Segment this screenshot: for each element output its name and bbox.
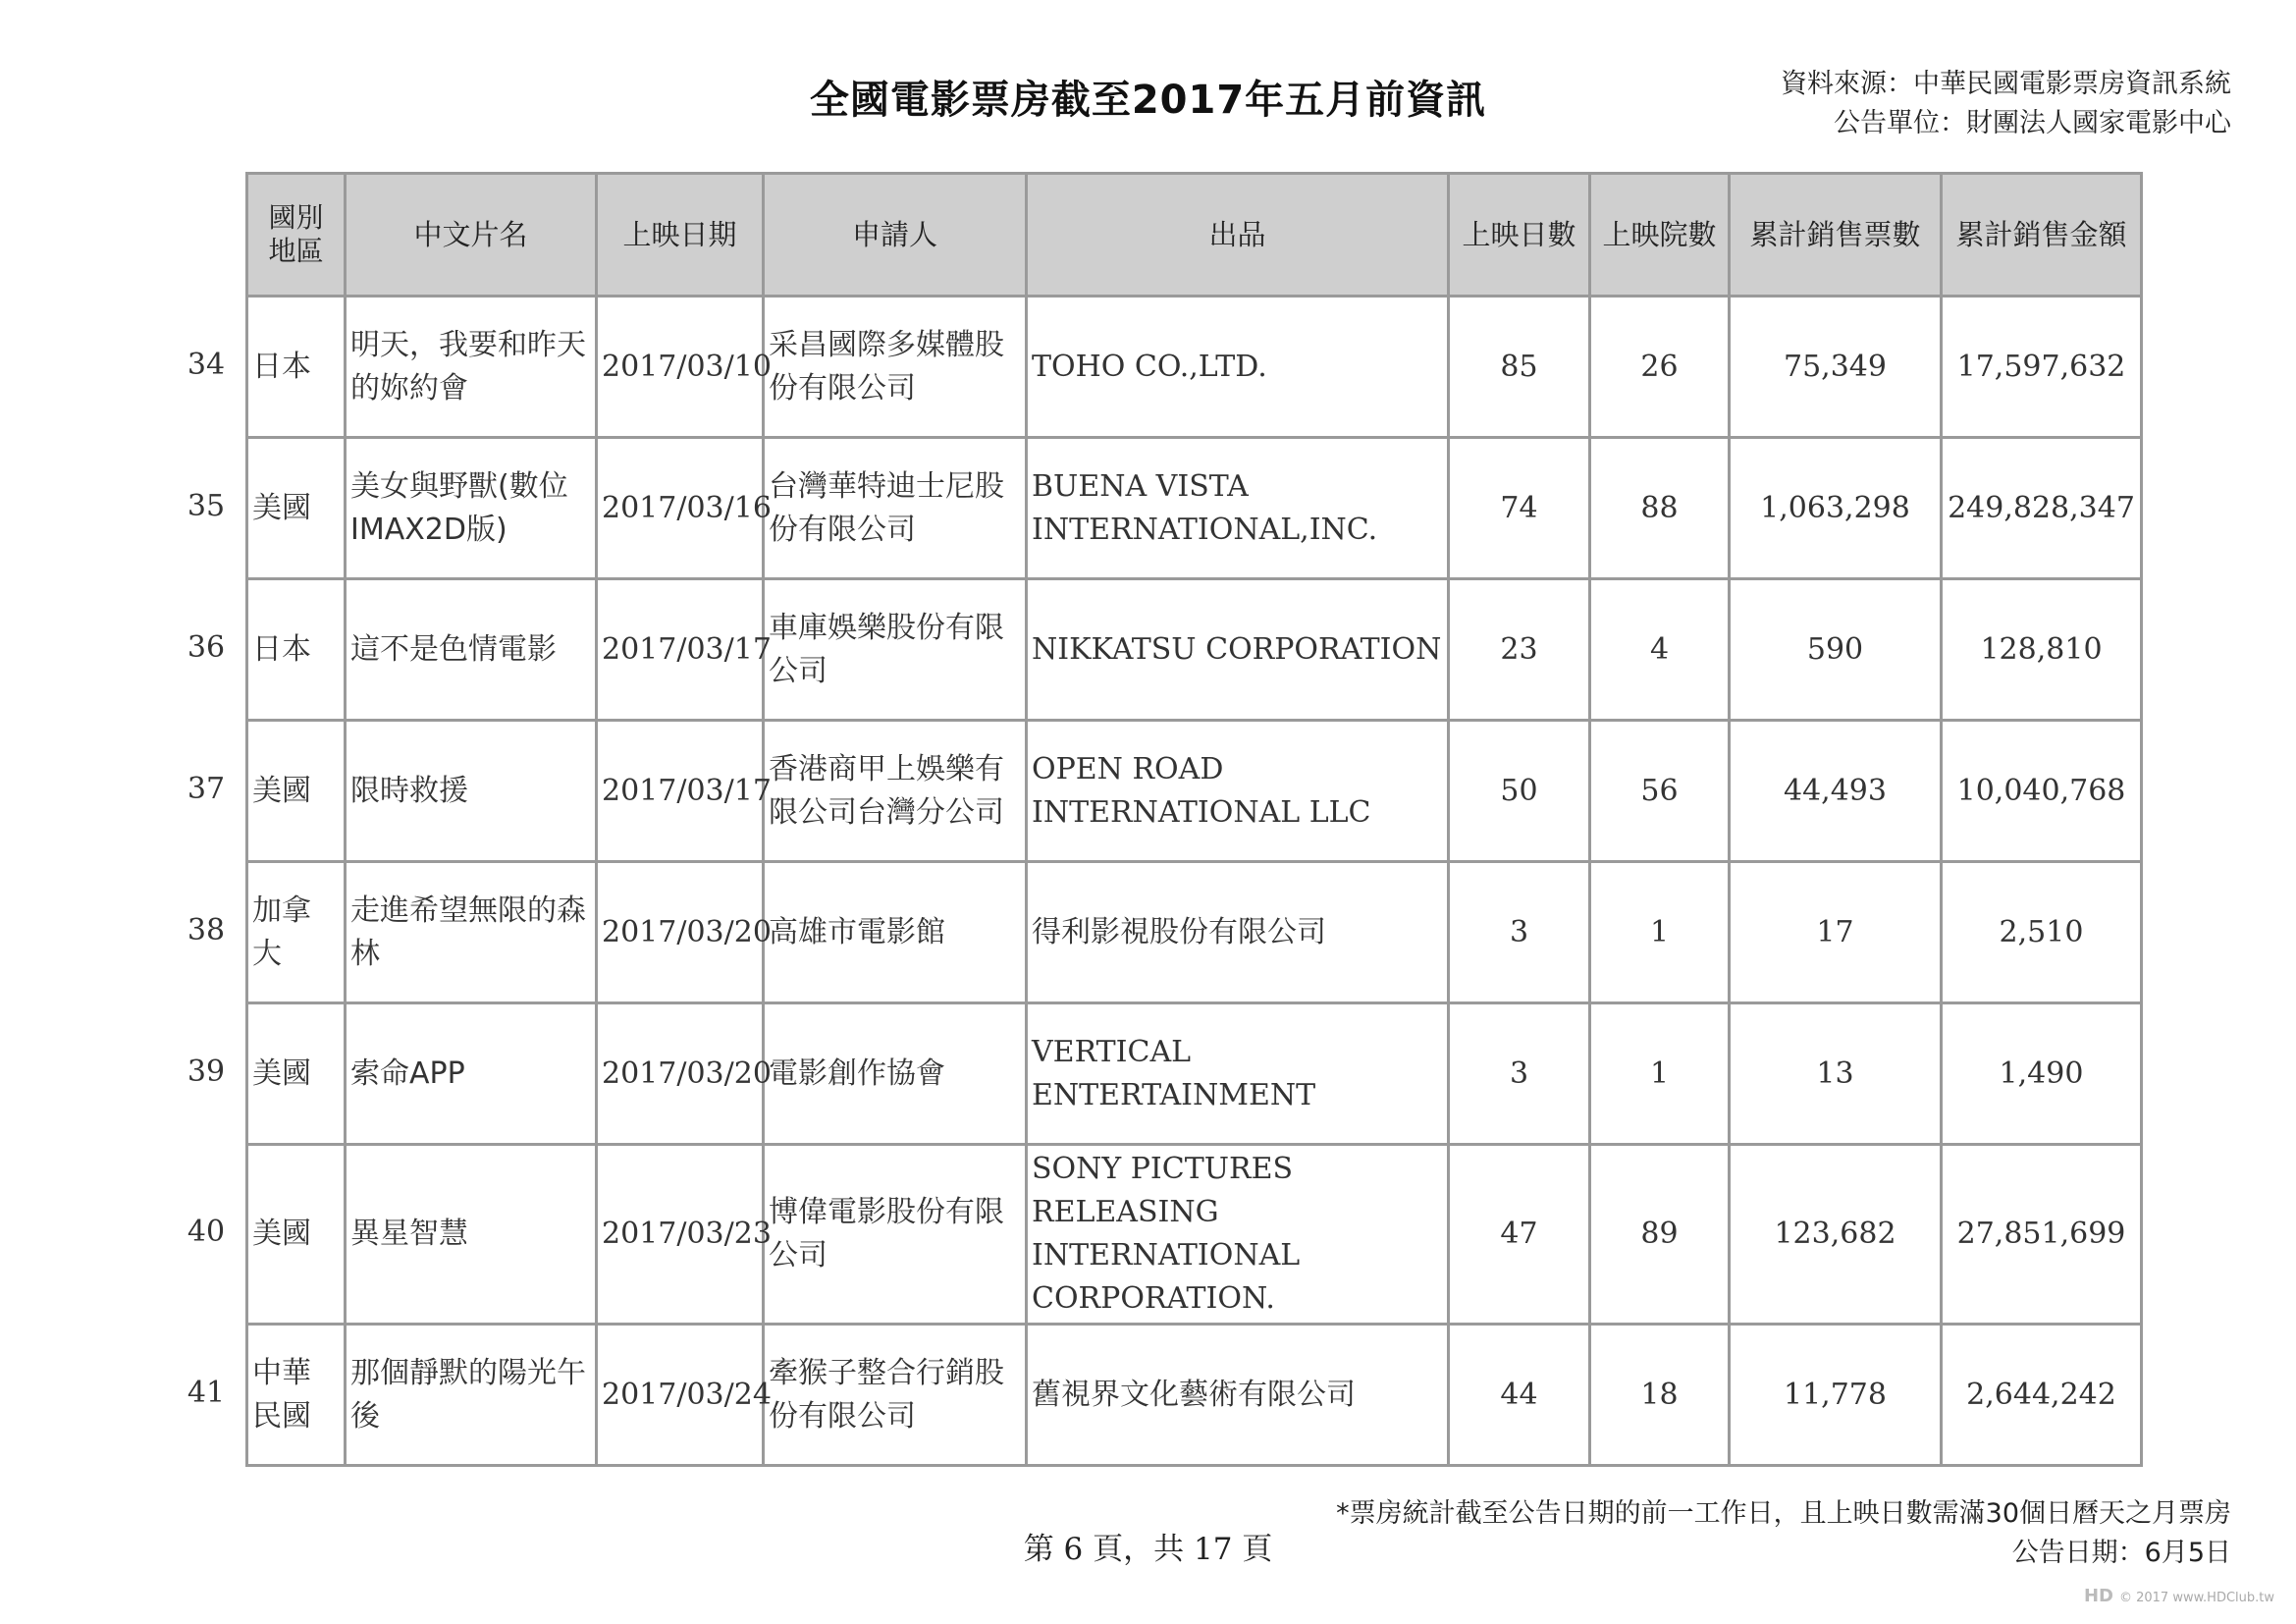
table-row: [247, 1325, 2142, 1466]
row-gross: 2,510: [1942, 862, 2142, 1003]
row-gross: 17,597,632: [1942, 297, 2142, 438]
col-header-gross: 累計銷售金額: [1942, 174, 2142, 297]
data-source-block: [1781, 65, 2231, 143]
page-title: 全國電影票房截至2017年五月前資訊: [809, 78, 1487, 123]
row-number: 39: [187, 1054, 226, 1089]
row-days: 50: [1449, 721, 1590, 862]
row-producer: SONY PICTURES RELEASING INTERNATIONAL CORPORATION.: [1027, 1145, 1449, 1325]
row-days: 3: [1449, 862, 1590, 1003]
row-theaters: 89: [1590, 1145, 1730, 1325]
row-title: 走進希望無限的森林: [346, 862, 597, 1003]
row-theaters: 18: [1590, 1325, 1730, 1466]
row-applicant: 采昌國際多媒體股份有限公司: [764, 297, 1027, 438]
row-theaters: 4: [1590, 579, 1730, 721]
row-release-date: 2017/03/16: [597, 438, 764, 579]
row-producer: 得利影視股份有限公司: [1027, 862, 1449, 1003]
watermark-logo-icon: HD: [2083, 1586, 2113, 1606]
row-release-date: 2017/03/24: [597, 1325, 764, 1466]
row-gross: 128,810: [1942, 579, 2142, 721]
row-days: 44: [1449, 1325, 1590, 1466]
table-row: [247, 721, 2142, 862]
row-theaters: 26: [1590, 297, 1730, 438]
col-header-release-date: 上映日期: [597, 174, 764, 297]
row-tickets: 1,063,298: [1730, 438, 1942, 579]
col-header-region: 國別地區: [247, 174, 346, 297]
row-title: 這不是色情電影: [346, 579, 597, 721]
table-row: [247, 1003, 2142, 1145]
row-tickets: 13: [1730, 1003, 1942, 1145]
col-header-producer: 出品: [1027, 174, 1449, 297]
row-release-date: 2017/03/20: [597, 1003, 764, 1145]
row-gross: 1,490: [1942, 1003, 2142, 1145]
row-release-date: 2017/03/17: [597, 721, 764, 862]
row-release-date: 2017/03/17: [597, 579, 764, 721]
table-row: [247, 297, 2142, 438]
row-number: 35: [187, 488, 226, 523]
row-number: 40: [187, 1215, 226, 1249]
row-producer: NIKKATSU CORPORATION: [1027, 579, 1449, 721]
row-gross: 2,644,242: [1942, 1325, 2142, 1466]
row-theaters: 88: [1590, 438, 1730, 579]
row-theaters: 56: [1590, 721, 1730, 862]
row-theaters: 1: [1590, 862, 1730, 1003]
row-number: 37: [187, 771, 226, 806]
row-applicant: 電影創作協會: [764, 1003, 1027, 1145]
row-gross: 249,828,347: [1942, 438, 2142, 579]
row-region: 日本: [247, 297, 346, 438]
row-number: 41: [187, 1375, 226, 1410]
row-producer: TOHO CO.,LTD.: [1027, 297, 1449, 438]
table-row: [247, 1145, 2142, 1325]
row-applicant: 香港商甲上娛樂有限公司台灣分公司: [764, 721, 1027, 862]
row-title: 明天，我要和昨天的妳約會: [346, 297, 597, 438]
row-producer: 舊視界文化藝術有限公司: [1027, 1325, 1449, 1466]
row-release-date: 2017/03/23: [597, 1145, 764, 1325]
col-header-tickets: 累計銷售票數: [1730, 174, 1942, 297]
watermark-text: © 2017 www.HDClub.tw: [2118, 1591, 2274, 1605]
box-office-table: [245, 172, 2143, 1467]
table-row: [247, 579, 2142, 721]
row-region: 美國: [247, 438, 346, 579]
row-producer: BUENA VISTA INTERNATIONAL,INC.: [1027, 438, 1449, 579]
row-applicant: 牽猴子整合行銷股份有限公司: [764, 1325, 1027, 1466]
col-header-title: 中文片名: [346, 174, 597, 297]
col-header-theaters: 上映院數: [1590, 174, 1730, 297]
row-days: 23: [1449, 579, 1590, 721]
page-number: 第 6 頁，共 17 頁: [1023, 1532, 1273, 1567]
watermark: [2084, 1586, 2274, 1606]
row-region: 美國: [247, 1003, 346, 1145]
data-source-line: 資料來源：中華民國電影票房資訊系統: [1781, 69, 2231, 99]
row-tickets: 590: [1730, 579, 1942, 721]
row-days: 74: [1449, 438, 1590, 579]
row-applicant: 台灣華特迪士尼股份有限公司: [764, 438, 1027, 579]
row-tickets: 17: [1730, 862, 1942, 1003]
row-applicant: 高雄市電影館: [764, 862, 1027, 1003]
row-applicant: 車庫娛樂股份有限公司: [764, 579, 1027, 721]
table-header-row: [247, 174, 2142, 297]
row-region: 日本: [247, 579, 346, 721]
footnote-text: *票房統計截至公告日期的前一工作日，且上映日數需滿30個日曆天之月票房: [1336, 1498, 2231, 1529]
announcement-date: 公告日期：6月5日: [2011, 1538, 2231, 1568]
row-producer: VERTICAL ENTERTAINMENT: [1027, 1003, 1449, 1145]
row-gross: 27,851,699: [1942, 1145, 2142, 1325]
row-tickets: 11,778: [1730, 1325, 1942, 1466]
row-days: 3: [1449, 1003, 1590, 1145]
row-title: 那個靜默的陽光午後: [346, 1325, 597, 1466]
row-number: 38: [187, 912, 226, 947]
col-header-applicant: 申請人: [764, 174, 1027, 297]
row-title: 異星智慧: [346, 1145, 597, 1325]
row-region: 中華民國: [247, 1325, 346, 1466]
table-row: [247, 862, 2142, 1003]
row-title: 美女與野獸(數位IMAX2D版): [346, 438, 597, 579]
row-title: 限時救援: [346, 721, 597, 862]
row-tickets: 75,349: [1730, 297, 1942, 438]
col-header-days: 上映日數: [1449, 174, 1590, 297]
row-days: 85: [1449, 297, 1590, 438]
row-region: 美國: [247, 721, 346, 862]
row-title: 索命APP: [346, 1003, 597, 1145]
row-release-date: 2017/03/10: [597, 297, 764, 438]
row-number: 34: [187, 347, 226, 382]
row-region: 加拿大: [247, 862, 346, 1003]
row-region: 美國: [247, 1145, 346, 1325]
table-row: [247, 438, 2142, 579]
row-number: 36: [187, 629, 226, 665]
row-theaters: 1: [1590, 1003, 1730, 1145]
row-release-date: 2017/03/20: [597, 862, 764, 1003]
row-producer: OPEN ROAD INTERNATIONAL LLC: [1027, 721, 1449, 862]
row-tickets: 123,682: [1730, 1145, 1942, 1325]
row-gross: 10,040,768: [1942, 721, 2142, 862]
row-days: 47: [1449, 1145, 1590, 1325]
row-tickets: 44,493: [1730, 721, 1942, 862]
announcing-unit-line: 公告單位：財團法人國家電影中心: [1834, 108, 2231, 138]
row-applicant: 博偉電影股份有限公司: [764, 1145, 1027, 1325]
